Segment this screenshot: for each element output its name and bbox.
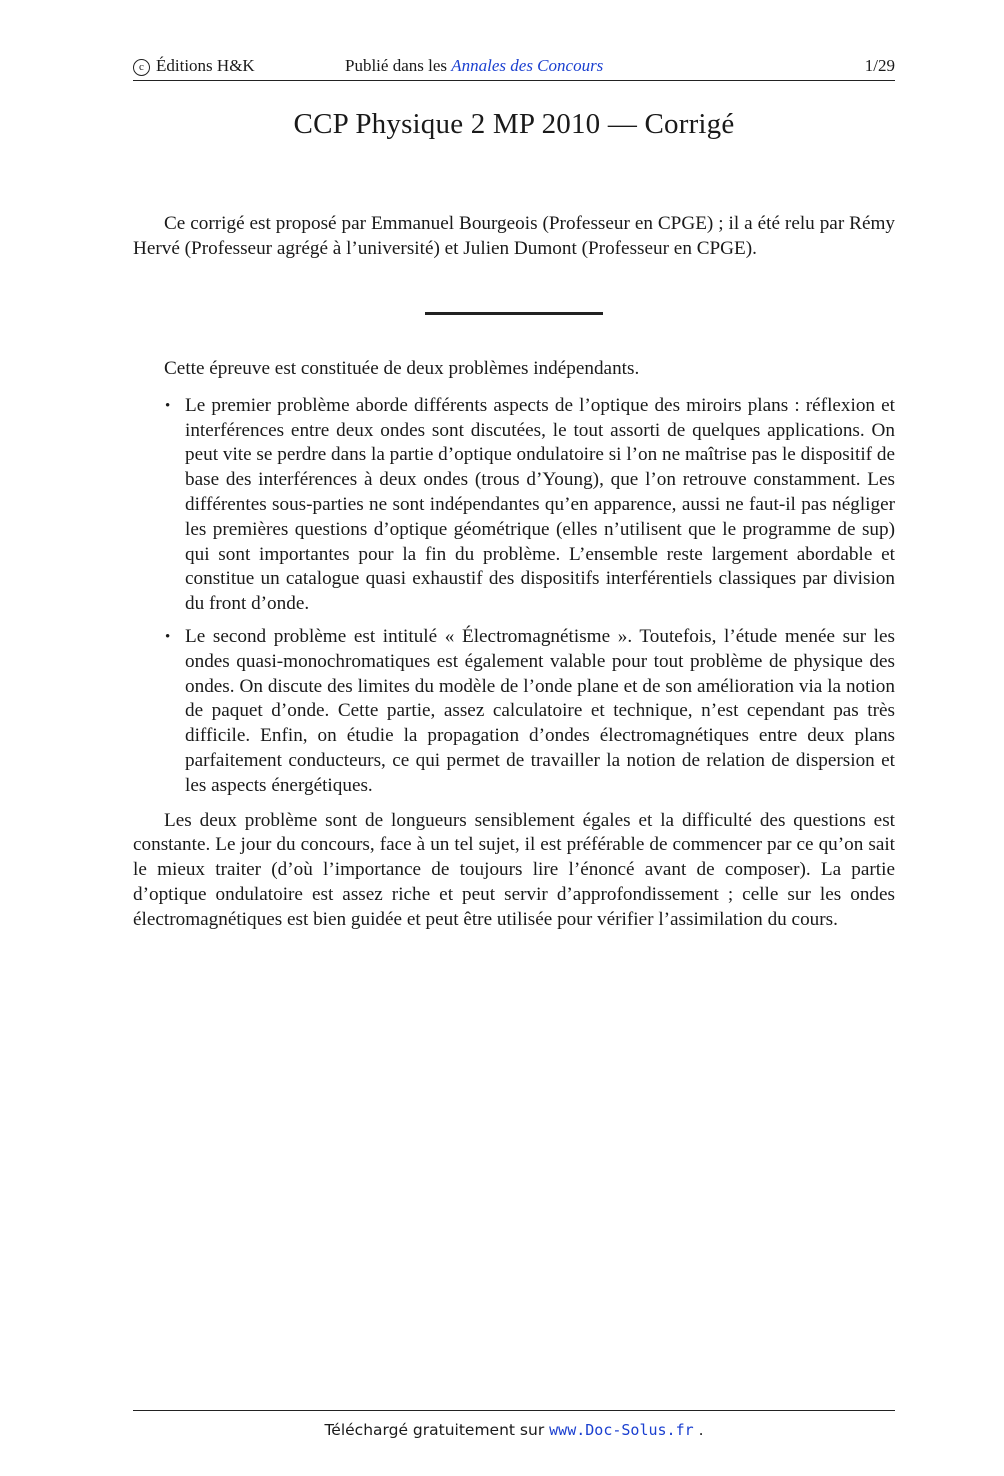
list-item-text: Le premier problème aborde différents aspects de l’optique des miroirs plans : réflexion et interférences entre deux ondes sont discutées, le tout assorti de quelques applications. On peut vite se perdre dans la partie d’optique ondulatoire si l’on ne maîtrise pas le dispositif de base des interférences à deux ondes (trous d’Young), que l’on retrouve constamment. Les différentes sous-parties ne sont indépendantes qu’en apparence, aussi ne faut-il pas négliger les premières questions d’optique géométrique (elles n’utilisent que le programme de sup) qui sont importantes pour la fin du problème. L’ensemble reste largement abordable et constitue un catalogue quasi exhaustif des dispositifs interférentiels classiques par division du front d’onde.	[185, 394, 895, 615]
credits-section	[133, 212, 895, 262]
bullet-icon: •	[165, 628, 171, 645]
publication-line	[345, 54, 603, 78]
running-header	[133, 54, 895, 81]
publisher-name: Éditions H&K	[156, 56, 255, 75]
credits-paragraph: Ce corrigé est proposé par Emmanuel Bourgeois (Professeur en CPGE) ; il a été relu par Rémy Hervé (Professeur agrégé à l’université) et Julien Dumont (Professeur en CPGE).	[133, 213, 895, 259]
published-prefix: Publié dans les	[345, 56, 447, 75]
problem-list	[133, 394, 895, 799]
summary-section	[133, 357, 895, 933]
list-item	[133, 625, 895, 799]
copyright-icon: c	[133, 59, 150, 76]
list-item-text: Le second problème est intitulé « Électromagnétisme ». Toutefois, l’étude menée sur les ondes quasi-monochromatiques est également valable pour tout problème de physique des ondes. On discute des limites du modèle de l’onde plane et de son amélioration via la notion de paquet d’onde. Cette partie, assez calculatoire et technique, n’est cependant pas très difficile. Enfin, on étudie la propagation d’ondes électromagnétiques entre deux plans parfaitement conducteurs, ce qui permet de travailler la notion de relation de dispersion et les aspects énergétiques.	[185, 625, 895, 796]
page-footer	[133, 1410, 895, 1439]
page-title: CCP Physique 2 MP 2010 — Corrigé	[293, 108, 735, 140]
page-number: 1/29	[864, 56, 895, 75]
publisher-credit	[133, 54, 255, 78]
intro-paragraph: Cette épreuve est constituée de deux problèmes indépendants.	[164, 358, 640, 379]
footer-suffix: .	[698, 1421, 704, 1439]
section-divider	[425, 312, 603, 315]
bullet-icon: •	[165, 397, 171, 414]
list-item	[133, 394, 895, 617]
footer-link[interactable]: www.Doc-Solus.fr	[549, 1421, 694, 1439]
footer-prefix: Téléchargé gratuitement sur	[324, 1421, 545, 1439]
closing-paragraph: Les deux problème sont de longueurs sensiblement égales et la difficulté des questions est constante. Le jour du concours, face à un tel sujet, il est préférable de commencer par ce qu’on sait le mieux traiter (d’où l’importance de toujours lire l’énoncé avant de composer). La partie d’optique ondulatoire est assez riche et peut servir d’approfondissement ; celle sur les ondes électromagnétiques est bien guidée et peut être utilisée pour vérifier l’assimilation du cours.	[133, 809, 895, 930]
document-page	[133, 0, 895, 1476]
collection-link[interactable]: Annales des Concours	[451, 56, 604, 75]
